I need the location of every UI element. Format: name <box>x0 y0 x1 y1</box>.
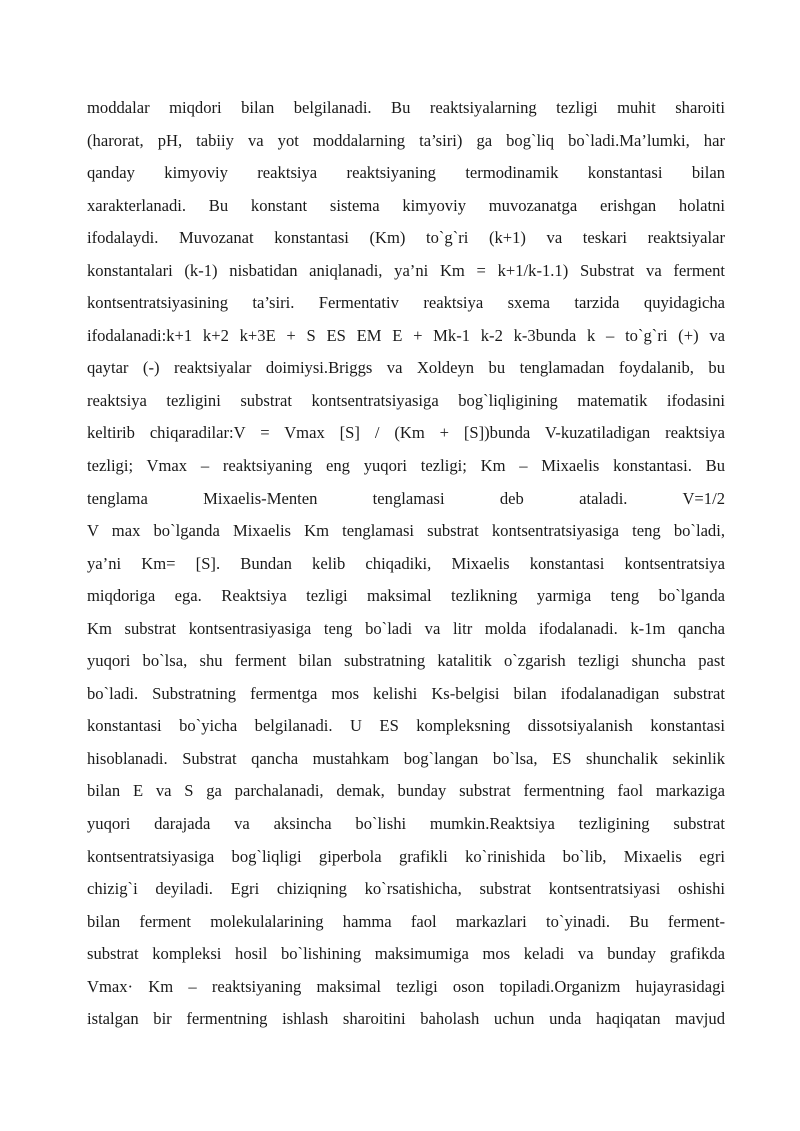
text-line: bo`ladi. Substratning fermentga mos kelishi Ks-belgisi bilan ifodalanadigan substrat <box>87 683 725 703</box>
text-line: V max bo`lganda Mixaelis Km tenglamasi substrat kontsentratsiyasiga teng bo`ladi, <box>87 521 725 541</box>
text-line: konstantasi bo`yicha belgilanadi. U ES kompleksning dissotsiyalanish konstantasi <box>87 716 725 736</box>
text-line: reaktsiya tezligini substrat kontsentratsiyasiga bog`liqligining matematik ifodasini <box>87 390 725 410</box>
paragraph-text <box>87 92 725 1036</box>
text-line: qaytar (-) reaktsiyalar doimiysi.Briggs va Xoldeyn bu tenglamadan foydalanib, bu <box>87 358 725 378</box>
text-line: hisoblanadi. Substrat qancha mustahkam bog`langan bo`lsa, ES shunchalik sekinlik <box>87 748 725 768</box>
text-line: ifodalaydi. Muvozanat konstantasi (Km) to`g`ri (k+1) va teskari reaktsiyalar <box>87 228 725 248</box>
text-line: istalgan bir fermentning ishlash sharoitini baholash uchun unda haqiqatan mavjud <box>87 1009 725 1029</box>
text-line: tenglama Mixaelis-Menten tenglamasi deb ataladi. V=1/2 <box>87 488 725 508</box>
text-line: kontsentratsiyasining ta’siri. Fermentativ reaktsiya sxema tarzida quyidagicha <box>87 293 725 313</box>
text-line: tezligi; Vmax – reaktsiyaning eng yuqori tezligi; Km – Mixaelis konstantasi. Bu <box>87 456 725 476</box>
text-line: Vmax· Km – reaktsiyaning maksimal tezligi oson topiladi.Organizm hujayrasidagi <box>87 976 725 996</box>
text-line: yuqori darajada va aksincha bo`lishi mumkin.Reaktsiya tezligining substrat <box>87 814 725 834</box>
text-line: substrat kompleksi hosil bo`lishining maksimumiga mos keladi va bunday grafikda <box>87 944 725 964</box>
text-line: qanday kimyoviy reaktsiya reaktsiyaning termodinamik konstantasi bilan <box>87 163 725 183</box>
text-line: kontsentratsiyasiga bog`liqligi giperbola grafikli ko`rinishida bo`lib, Mixaelis egri <box>87 846 725 866</box>
text-line: bilan ferment molekulalarining hamma faol markazlari to`yinadi. Bu ferment- <box>87 911 725 931</box>
text-line: konstantalari (k-1) nisbatidan aniqlanadi, ya’ni Km = k+1/k-1.1) Substrat va ferment <box>87 260 725 280</box>
text-line: yuqori bo`lsa, shu ferment bilan substratning katalitik o`zgarish tezligi shuncha past <box>87 651 725 671</box>
text-line: (harorat, pH, tabiiy va yot moddalarning ta’siri) ga bog`liq bo`ladi.Ma’lumki, har <box>87 130 725 150</box>
text-line: moddalar miqdori bilan belgilanadi. Bu reaktsiyalarning tezligi muhit sharoiti <box>87 98 725 117</box>
text-line: ifodalanadi:k+1 k+2 k+3E + S ES EM E + Mk-1 k-2 k-3bunda k – to`g`ri (+) va <box>87 325 725 345</box>
text-line: bilan E va S ga parchalanadi, demak, bunday substrat fermentning faol markaziga <box>87 781 725 801</box>
text-line: ya’ni Km= [S]. Bundan kelib chiqadiki, Mixaelis konstantasi kontsentratsiya <box>87 553 725 573</box>
text-line: chizig`i deyiladi. Egri chiziqning ko`rsatishicha, substrat kontsentratsiyasi oshishi <box>87 879 725 899</box>
text-line: miqdoriga ega. Reaktsiya tezligi maksimal tezlikning yarmiga teng bo`lganda <box>87 586 725 606</box>
text-line: Km substrat kontsentrasiyasiga teng bo`ladi va litr molda ifodalanadi. k-1m qancha <box>87 618 725 638</box>
text-line: xarakterlanadi. Bu konstant sistema kimyoviy muvozanatga erishgan holatni <box>87 195 725 215</box>
text-line: keltirib chiqaradilar:V = Vmax [S] / (Km + [S])bunda V-kuzatiladigan reaktsiya <box>87 423 725 443</box>
